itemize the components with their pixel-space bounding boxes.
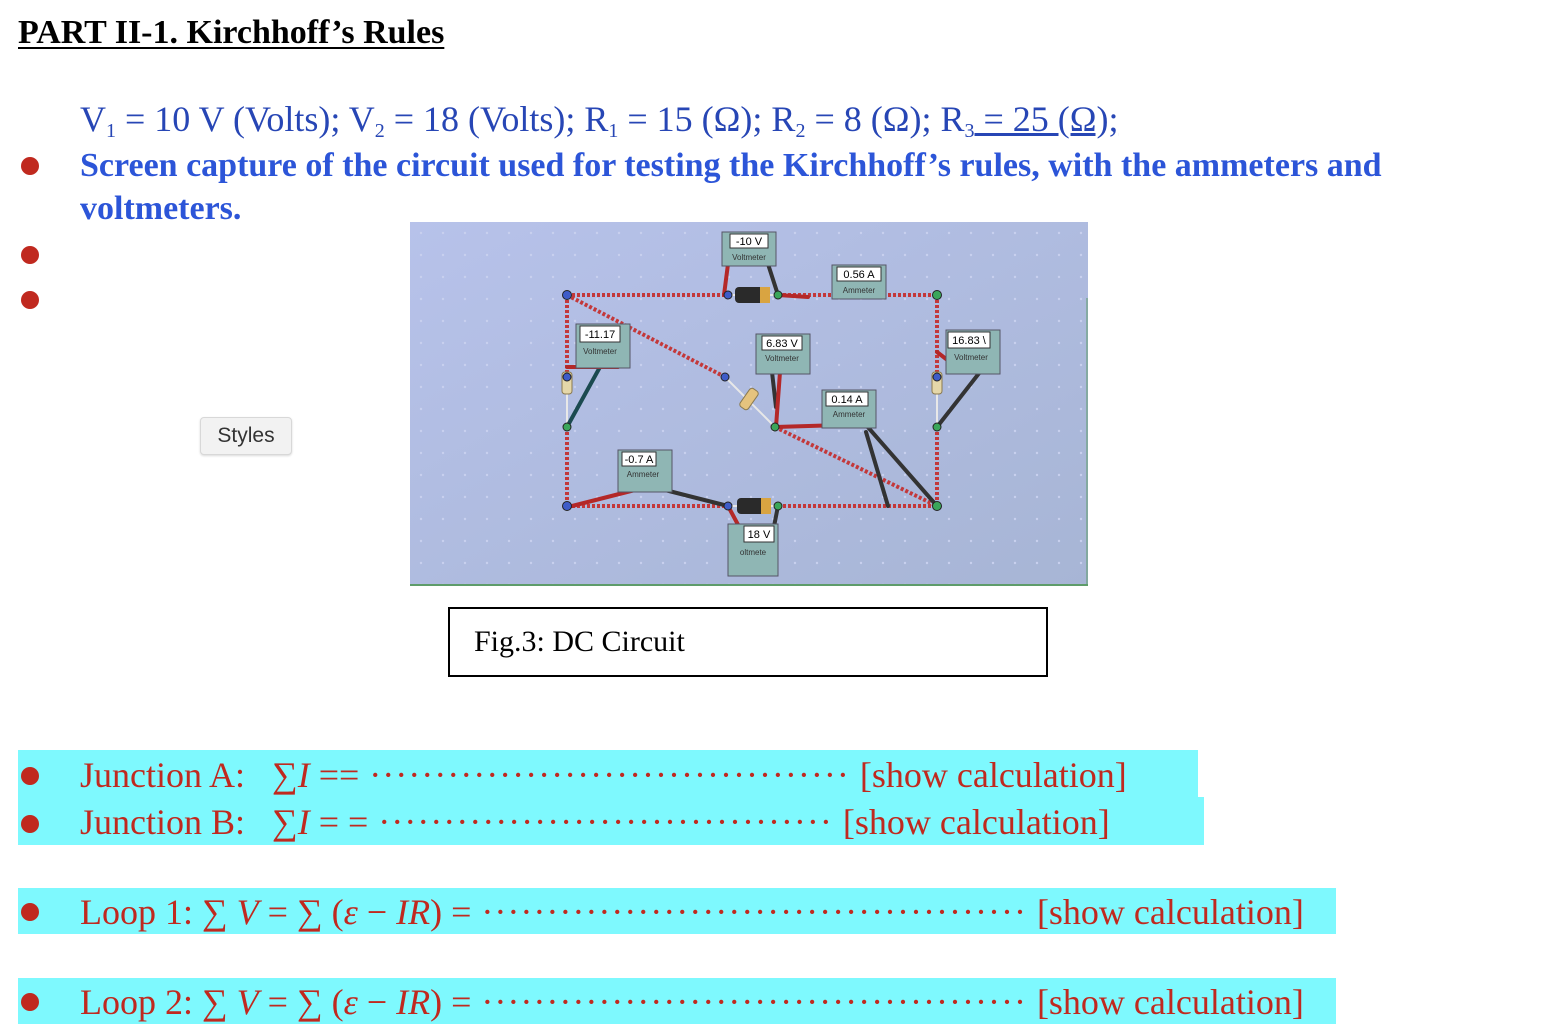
bullet-icon (21, 815, 39, 833)
instruction-text: Screen capture of the circuit used for testing the Kirchhoff’s rules, with the ammeters and voltmeters. (80, 147, 1382, 227)
meter-voltmeter-r3[interactable] (946, 330, 1000, 374)
show-calculation-link[interactable]: [show calculation] (1036, 982, 1304, 1022)
meter-reading: 16.83 \ (952, 335, 986, 347)
show-calculation-link[interactable]: [show calculation] (1036, 892, 1304, 932)
meter-reading: -11.17 (584, 329, 616, 341)
bullet-icon (21, 767, 39, 785)
circuit-screenshot (410, 222, 1088, 586)
meter-ammeter-middle[interactable] (822, 390, 876, 428)
meter-type: Ammeter (832, 410, 866, 419)
meter-type: Voltmeter (732, 253, 766, 262)
meter-reading: -0.7 A (624, 454, 654, 466)
meter-type: Voltmeter (765, 354, 799, 363)
circuit-parameters: $V_1 = 10$ V (Volts); $V_2 = 18$ (Volts); $R_1 = 15$ (Ω); $R_2 = 8$ (Ω); $R_3 = 25$ (Ω); (80, 99, 1119, 142)
styles-button[interactable]: Styles (200, 417, 292, 455)
bullet-icon (21, 246, 39, 264)
meter-voltmeter-v2[interactable] (728, 524, 778, 576)
meter-reading: 0.14 A (831, 394, 863, 406)
show-calculation-link[interactable]: [show calculation] (859, 755, 1127, 795)
page-title: PART II-1. Kirchhoff’s Rules (18, 14, 445, 51)
loop-2-equation: Loop 2: ∑ V = ∑ (ε − IR) = ·········································· [show calculation] (80, 982, 1304, 1022)
meter-reading: 18 V (747, 529, 771, 541)
meter-reading: -10 V (735, 236, 763, 248)
meter-type: oltmete (739, 548, 767, 557)
meter-ammeter-bottom[interactable] (618, 450, 672, 492)
bullet-icon (21, 291, 39, 309)
show-calculation-link[interactable]: [show calculation] (842, 802, 1110, 842)
bullet-icon (21, 993, 39, 1011)
bullet-icon (21, 157, 39, 175)
meter-reading: 0.56 A (843, 269, 875, 281)
loop-1-equation: Loop 1: ∑ V = ∑ (ε − IR) = ·········································· [show calculation] (80, 892, 1304, 932)
meter-voltmeter-r2[interactable] (756, 334, 810, 374)
meter-voltmeter-r1[interactable] (576, 324, 630, 368)
meter-ammeter-top[interactable] (832, 265, 886, 299)
meter-type: Ammeter (626, 470, 660, 479)
meter-type: Ammeter (842, 286, 876, 295)
junction-a-equation: Junction A: ∑I == ····································· [show calculation] (80, 755, 1127, 795)
figure-caption: Fig.3: DC Circuit (448, 607, 1048, 677)
meter-reading: 6.83 V (766, 338, 798, 350)
bullet-icon (21, 903, 39, 921)
meter-type: Voltmeter (583, 347, 617, 356)
meter-voltmeter-v1[interactable] (722, 232, 776, 266)
meter-type: Voltmeter (954, 353, 988, 362)
junction-b-equation: Junction B: ∑I = = ··································· [show calculation] (80, 802, 1110, 842)
